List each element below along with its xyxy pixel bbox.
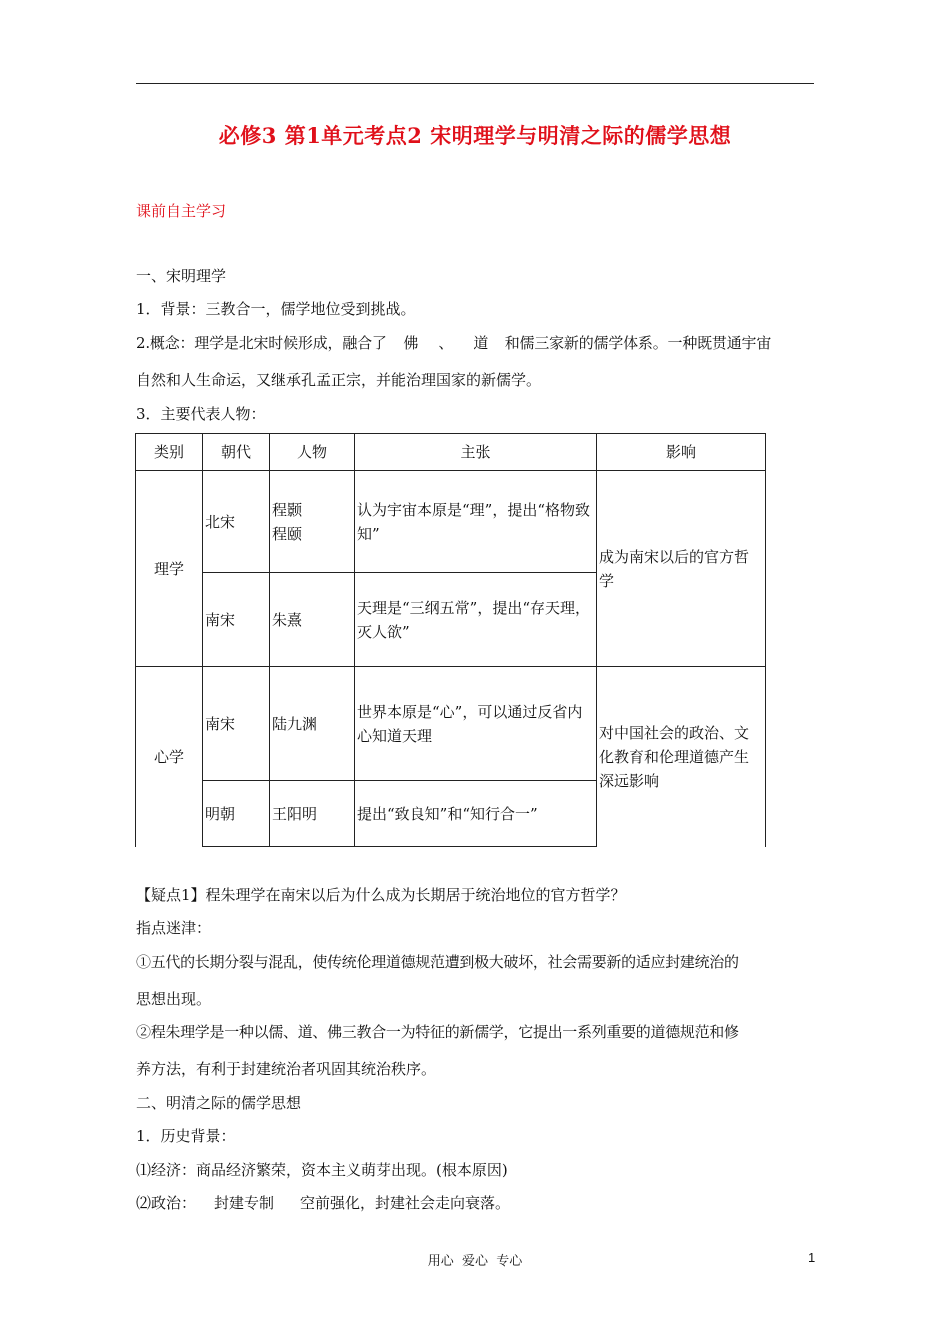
header-category: 类别 (136, 434, 203, 471)
guide-label: 指点迷津： (136, 919, 212, 937)
part2-economy: ⑴经济：商品经济繁荣，资本主义萌芽出现。(根本原因) (136, 1161, 508, 1179)
page-number: 1 (808, 1250, 816, 1265)
part1-item1: 1．背景：三教合一，儒学地位受到挑战。 (136, 300, 416, 318)
point2-line1: ②程朱理学是一种以儒、道、佛三教合一为特征的新儒学，它提出一系列重要的道德规范和修 (136, 1023, 739, 1041)
document-title: 必修3 第1单元考点2 宋明理学与明清之际的儒学思想 (218, 123, 732, 148)
claim-cell: 天理是“三纲五常”，提出“存天理，灭人欲” (355, 573, 597, 667)
header-claim: 主张 (355, 434, 597, 471)
dynasty-cell: 南宋 (203, 667, 270, 781)
page-footer: 用心 爱心 专心 (427, 1254, 523, 1269)
point1-line2: 思想出现。 (136, 990, 212, 1008)
part2-politics (136, 1193, 510, 1213)
part1-item3: 3．主要代表人物： (136, 405, 266, 423)
header-dynasty: 朝代 (203, 434, 270, 471)
representatives-table (135, 433, 766, 847)
item2-prefix: 2.概念：理学是北宋时候形成，融合了 (136, 334, 387, 352)
influence-cell: 成为南宋以后的官方哲学 (597, 471, 766, 667)
part1-item2 (136, 333, 771, 353)
section-label: 课前自主学习 (136, 202, 227, 220)
category-cell: 心学 (136, 667, 203, 847)
claim-cell: 提出“致良知”和“知行合一” (355, 781, 597, 847)
people-cell: 王阳明 (270, 781, 355, 847)
dynasty-cell: 北宋 (203, 471, 270, 573)
point1-line1: ①五代的长期分裂与混乱，使传统伦理道德规范遭到极大破坏，社会需要新的适应封建统治的 (136, 953, 739, 971)
politics-fill: 封建专制 (214, 1194, 275, 1212)
item2-fill-taoism: 道 (473, 334, 489, 352)
people-cell: 陆九渊 (270, 667, 355, 781)
part2-heading: 二、明清之际的儒学思想 (136, 1094, 302, 1112)
dynasty-cell: 明朝 (203, 781, 270, 847)
item2-fill-buddhism: 佛 (403, 334, 419, 352)
influence-cell: 对中国社会的政治、文化教育和伦理道德产生深远影响 (597, 667, 766, 847)
header-rule (136, 83, 814, 84)
part1-item2-line2: 自然和人生命运，又继承孔孟正宗，并能治理国家的新儒学。 (136, 371, 542, 389)
people-cell: 程颢 程颐 (270, 471, 355, 573)
claim-cell: 世界本原是“心”，可以通过反省内心知道天理 (355, 667, 597, 781)
header-influence: 影响 (597, 434, 766, 471)
claim-cell: 认为宇宙本原是“理”，提出“格物致知” (355, 471, 597, 573)
politics-prefix: ⑵政治： (136, 1194, 197, 1212)
politics-suffix: 空前强化，封建社会走向衰落。 (300, 1194, 511, 1212)
point2-line2: 养方法，有利于封建统治者巩固其统治秩序。 (136, 1060, 437, 1078)
dynasty-cell: 南宋 (203, 573, 270, 667)
doubt-title: 【疑点1】程朱理学在南宋以后为什么成为长期居于统治地位的官方哲学？ (136, 886, 626, 904)
table-row (136, 471, 766, 573)
header-people: 人物 (270, 434, 355, 471)
item2-suffix: 和儒三家新的儒学体系。一种既贯通宇宙 (504, 334, 772, 352)
part2-item1: 1．历史背景： (136, 1127, 236, 1145)
part1-heading: 一、宋明理学 (136, 267, 227, 285)
table-row (136, 667, 766, 781)
people-cell: 朱熹 (270, 573, 355, 667)
category-cell: 理学 (136, 471, 203, 667)
table-header-row (136, 434, 766, 471)
item2-separator: 、 (438, 334, 454, 352)
